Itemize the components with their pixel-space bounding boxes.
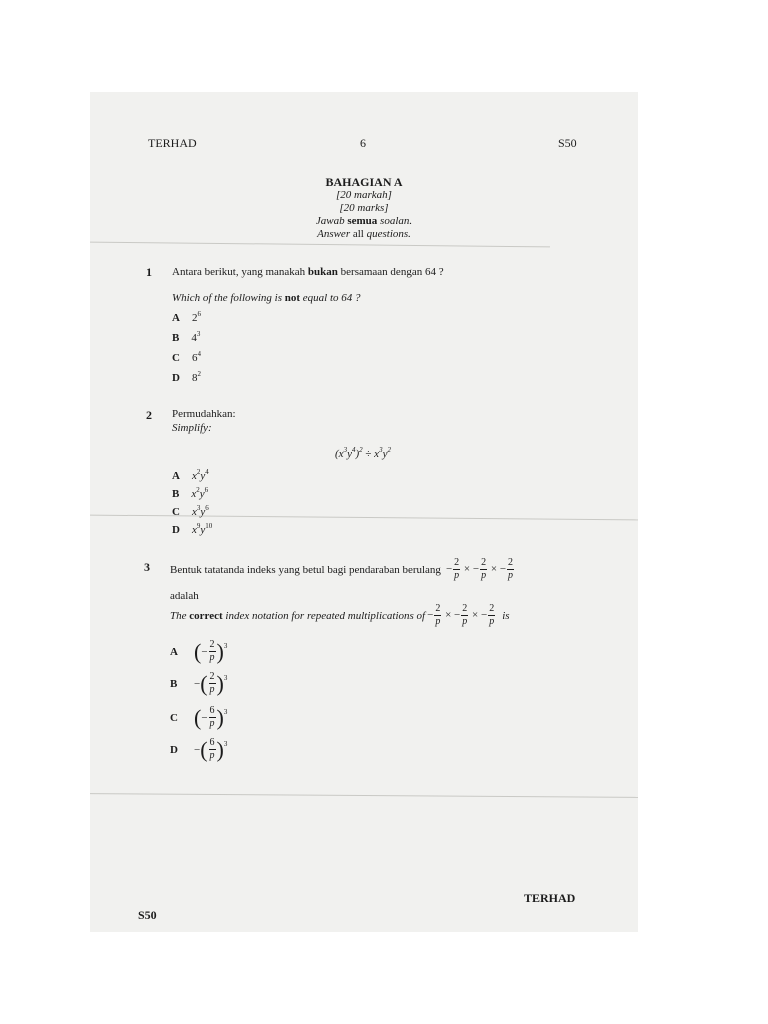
q2-text-malay: Permudahkan:	[172, 408, 236, 420]
minus-sign: −	[499, 563, 507, 576]
denominator: p	[435, 616, 441, 627]
minus-sign: −	[472, 563, 480, 576]
minus-sign: −	[427, 609, 434, 622]
bleed-line	[90, 242, 550, 248]
outer-sign: −	[194, 677, 201, 690]
option-letter: B	[172, 332, 180, 344]
header-code: S50	[558, 136, 577, 150]
minus-sign: −	[445, 563, 453, 576]
denominator: p	[462, 616, 468, 627]
q1-option-b[interactable]	[172, 332, 200, 344]
option-exponent: 3	[196, 330, 201, 338]
times-sign: ×	[472, 609, 479, 622]
fraction	[453, 558, 460, 581]
instruction-english	[90, 228, 638, 241]
instr-emphasis: semua	[347, 215, 378, 227]
q-text: bersamaan dengan 64 ?	[340, 266, 444, 278]
section-heading	[90, 176, 638, 241]
option-letter: D	[172, 524, 180, 536]
option-exponent: 9	[196, 522, 201, 530]
q-text: index notation for repeated multiplications of	[225, 609, 426, 622]
var-y: y	[347, 448, 352, 460]
minus-sign: −	[480, 609, 488, 622]
exam-page	[90, 92, 638, 932]
exponent: 3	[343, 446, 348, 454]
option-exponent: 3	[196, 504, 201, 512]
q-emphasis: bukan	[307, 266, 338, 278]
question-number: 3	[144, 560, 150, 574]
marks-malay: [20 markah]	[336, 189, 392, 201]
option-letter: A	[170, 645, 178, 658]
option-letter: B	[170, 677, 178, 690]
q2-option-b[interactable]: B $x^2y^6$	[172, 486, 209, 500]
q-emphasis: not	[284, 292, 301, 304]
option-exponent: 10	[205, 522, 213, 530]
inner-sign: −	[201, 711, 208, 724]
option-letter: D	[172, 372, 180, 384]
fraction	[488, 604, 495, 627]
exponent: 2	[387, 446, 391, 454]
q3-option-c[interactable]	[170, 706, 227, 729]
q3-option-b[interactable]	[170, 672, 227, 695]
option-exponent: 3	[223, 708, 228, 716]
instr-text: Jawab	[315, 215, 345, 227]
minus-sign: −	[454, 609, 461, 622]
numerator: 2	[209, 671, 215, 682]
times-sign: ×	[445, 609, 452, 622]
inner-sign: −	[201, 645, 208, 658]
q-emphasis: correct	[189, 609, 223, 622]
option-exponent: 2	[196, 486, 200, 494]
denominator: p	[209, 684, 215, 695]
denominator: p	[481, 570, 487, 581]
option-base: 4	[191, 332, 197, 344]
denominator: p	[209, 750, 215, 761]
option-base: 6	[191, 352, 198, 364]
q2-expression: $(x^3y^4)^2 \div x^3y^2$	[335, 446, 391, 460]
footer-code: S50	[138, 908, 157, 922]
q3-text-malay	[170, 558, 515, 581]
repeated-product	[427, 604, 496, 627]
header-classification: TERHAD	[148, 136, 197, 150]
option-letter: A	[172, 470, 180, 482]
divide-symbol: ÷	[365, 448, 372, 460]
option-expression: ( − $\frac{2}{p}$ ) 3	[194, 638, 228, 664]
option-exponent: 2	[197, 370, 201, 378]
option-exponent: 6	[205, 504, 209, 512]
fraction	[480, 558, 487, 581]
marks-english: [20 marks]	[339, 202, 389, 214]
option-base: 8	[191, 372, 198, 384]
q1-text-malay	[172, 266, 444, 278]
numerator: 6	[209, 705, 215, 716]
q3-option-a[interactable]	[170, 640, 227, 663]
option-letter: D	[170, 743, 178, 756]
q1-option-d[interactable]	[172, 372, 201, 384]
q1-option-a[interactable]	[172, 312, 201, 324]
q-text: equal to 64 ?	[302, 292, 361, 304]
numerator: 2	[508, 557, 514, 568]
fraction	[507, 558, 514, 581]
bleed-line	[90, 793, 638, 798]
denominator: p	[508, 570, 514, 581]
q2-option-d[interactable]: D $x^9y^{10}$	[172, 522, 213, 536]
option-exponent: 4	[197, 350, 201, 358]
page-number: 6	[360, 136, 366, 150]
outer-sign: −	[194, 743, 201, 756]
option-exponent: 6	[204, 486, 209, 494]
q2-option-c[interactable]: C $x^3y^6$	[172, 504, 209, 518]
exponent: 2	[359, 446, 363, 454]
option-letter: C	[172, 506, 180, 518]
numerator: 6	[209, 737, 215, 748]
footer-classification: TERHAD	[524, 891, 576, 905]
instr-text: soalan.	[380, 215, 413, 227]
q3-option-d[interactable]	[170, 738, 227, 761]
option-expression: ( − $\frac{6}{p}$ ) 3	[194, 704, 228, 730]
times-sign: ×	[490, 563, 498, 576]
option-expression: − ( $\frac{6}{p}$ ) 3	[194, 736, 228, 762]
repeated-product	[446, 558, 515, 581]
numerator: 2	[435, 603, 441, 614]
exponent: 4	[351, 446, 356, 454]
numerator: 2	[481, 557, 487, 568]
q1-text-english	[172, 292, 361, 304]
q2-text-english: Simplify:	[172, 422, 212, 434]
option-exponent: 4	[205, 468, 209, 476]
instr-emphasis: all	[352, 228, 364, 240]
q-text: Which of the following is	[172, 292, 282, 304]
q-text: The	[170, 609, 187, 622]
var-x: x	[374, 448, 380, 460]
option-letter: B	[172, 488, 180, 500]
option-exponent: 3	[223, 740, 228, 748]
denominator: p	[209, 718, 215, 729]
fraction	[461, 604, 468, 627]
times-sign: ×	[463, 563, 471, 576]
exponent: 3	[379, 446, 383, 454]
q1-option-c[interactable]	[172, 352, 201, 364]
q-text: Bentuk tatatanda indeks yang betul bagi pendaraban berulang	[170, 563, 441, 576]
instr-text: questions.	[366, 228, 411, 240]
denominator: p	[209, 652, 215, 663]
option-exponent: 3	[223, 674, 228, 682]
numerator: 2	[454, 557, 460, 568]
option-letter: C	[170, 711, 178, 724]
denominator: p	[489, 616, 495, 627]
option-base: 2	[191, 312, 198, 324]
option-exponent: 2	[196, 468, 201, 476]
q-text: Antara berikut, yang manakah	[172, 266, 306, 278]
q-text: is	[502, 609, 510, 622]
q3-text-english	[170, 604, 510, 627]
var-x: x	[338, 448, 344, 460]
var-y: y	[382, 448, 388, 460]
option-exponent: 3	[223, 642, 228, 650]
fraction	[434, 604, 441, 627]
section-title: BAHAGIAN A	[325, 175, 403, 189]
option-letter: C	[172, 352, 180, 364]
question-number: 1	[146, 265, 152, 279]
numerator: 2	[209, 639, 215, 650]
instruction-malay	[90, 215, 638, 228]
option-letter: A	[172, 312, 180, 324]
q2-option-a[interactable]: A $x^2y^4$	[172, 468, 209, 482]
question-number: 2	[146, 408, 152, 422]
denominator: p	[454, 570, 460, 581]
q3-text-malay-cont: adalah	[170, 590, 199, 602]
instr-text: Answer	[317, 228, 351, 240]
option-exponent: 6	[197, 310, 201, 318]
numerator: 2	[462, 603, 468, 614]
option-expression: − ( $\frac{2}{p}$ ) 3	[194, 670, 228, 696]
numerator: 2	[489, 603, 495, 614]
